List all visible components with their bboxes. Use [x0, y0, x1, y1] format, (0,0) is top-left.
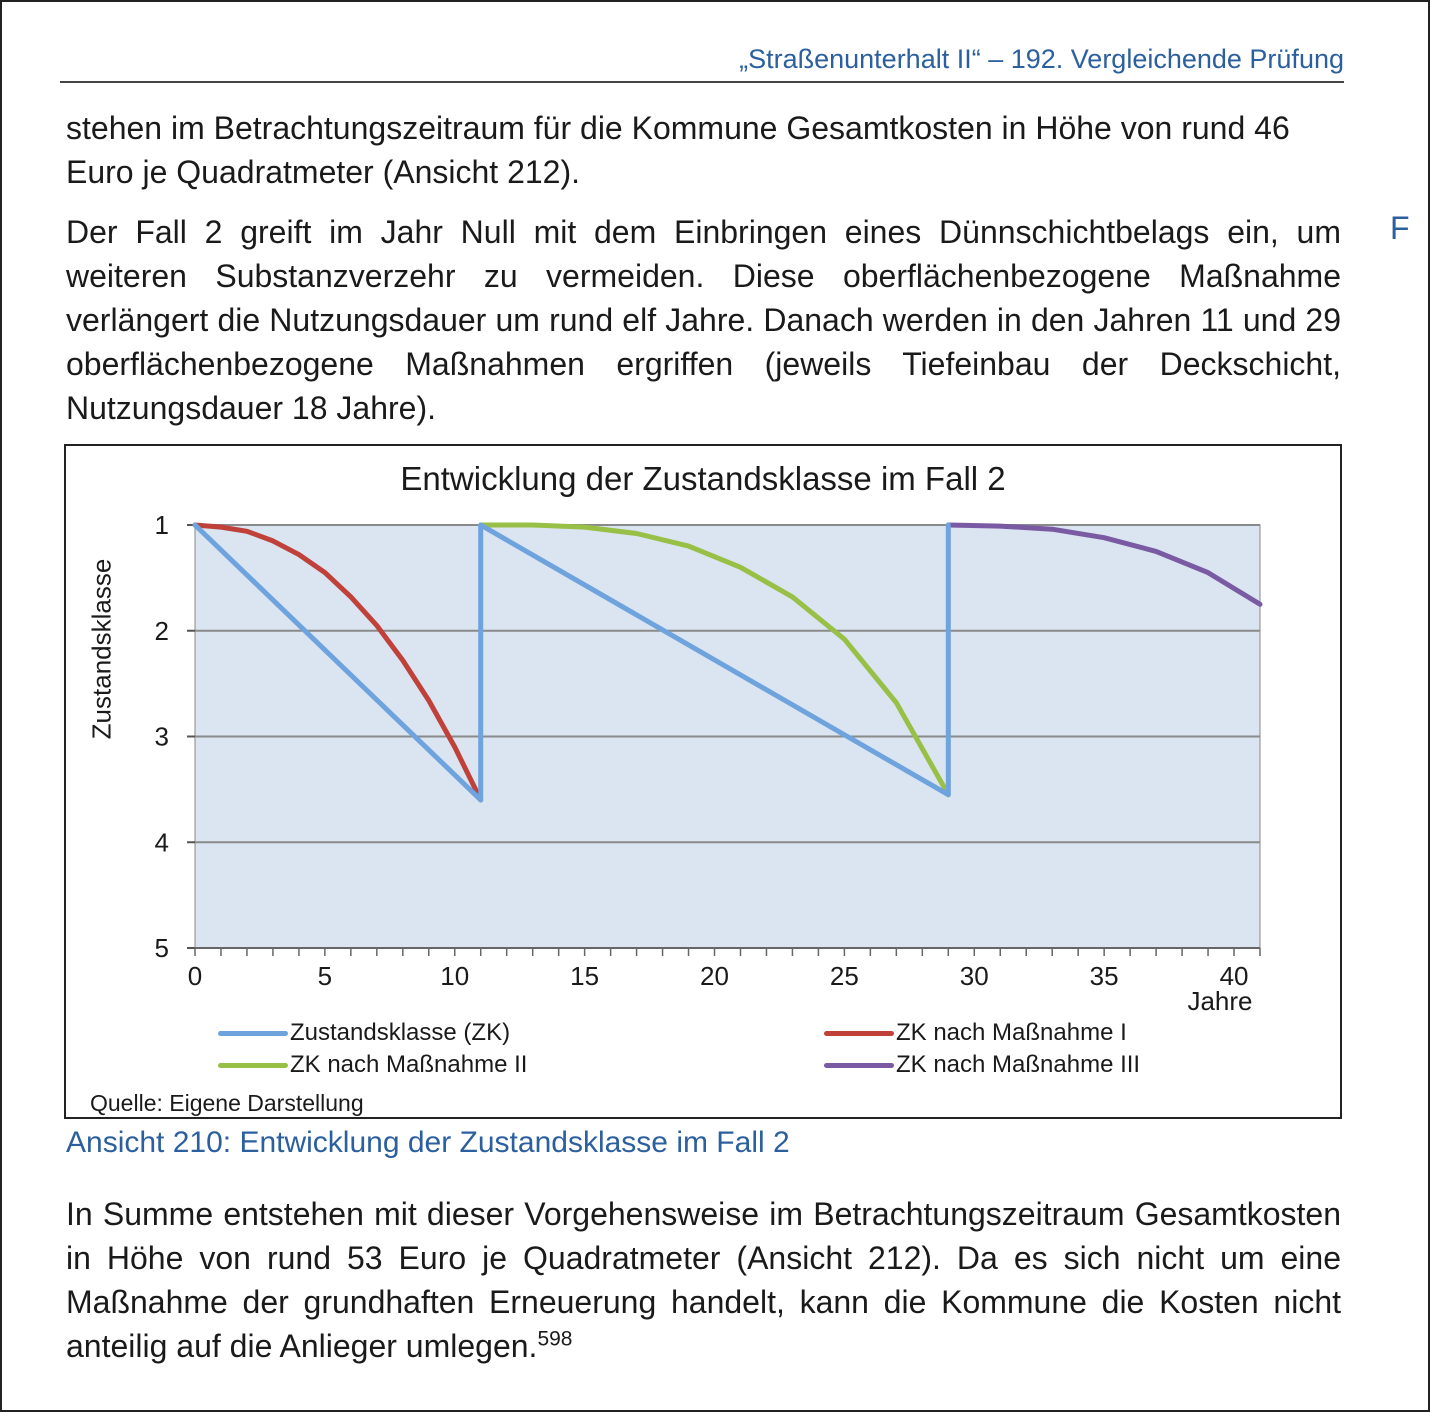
y-tick-label: 4 [154, 827, 169, 858]
x-tick-label: 40 [1219, 961, 1249, 991]
x-tick-label: 30 [959, 961, 989, 991]
x-tick-label: 0 [187, 961, 203, 991]
legend-swatch [824, 1063, 894, 1068]
y-tick-label: 2 [154, 615, 169, 646]
x-tick-label: 35 [1089, 961, 1119, 991]
margin-marker: F [1390, 210, 1410, 246]
chart-source: Quelle: Eigene Darstellung [90, 1090, 364, 1116]
legend-label: ZK nach Maßnahme III [896, 1051, 1141, 1078]
legend-label: ZK nach Maßnahme II [290, 1051, 528, 1078]
x-tick-label: 20 [700, 961, 729, 991]
figure-caption: Ansicht 210: Entwicklung der Zustandsklasse im Fall 2 [66, 1126, 790, 1159]
y-tick-label: 5 [154, 933, 169, 963]
y-axis-label: Zustandsklasse [86, 558, 117, 740]
x-tick-label: 10 [440, 961, 470, 991]
chart-plot [66, 446, 1340, 1117]
legend-item-massnahme-1 [824, 1019, 1127, 1047]
legend-label: ZK nach Maßnahme I [896, 1019, 1127, 1046]
paragraph-2: Der Fall 2 greift im Jahr Null mit dem Einbringen eines Dünnschichtbelags ein, um weiteren Substanzverzehr zu vermeiden. Diese oberflächenbezogene Maßnahme verlängert die Nutzungsdauer um rund elf Jahre. Danach werden in den Jahren 11 und 29 oberflächenbezogene Maßnahmen ergriffen (jeweils Tiefeinbau der Deckschicht, Nutzungsdauer 18 Jahre). [66, 214, 1341, 426]
paragraph-3 [66, 1192, 1341, 1368]
footnote-reference: 598 [537, 1327, 573, 1351]
y-tick-label: 3 [154, 721, 169, 752]
legend-swatch [218, 1031, 288, 1036]
y-tick-label: 1 [154, 510, 169, 540]
paragraph-1: stehen im Betrachtungszeitraum für die Kommune Gesamtkosten in Höhe von rund 46 Euro je Quadratmeter (Ansicht 212). [66, 110, 1290, 190]
x-tick-label: 25 [829, 961, 859, 991]
legend-item-zk [218, 1019, 510, 1047]
page-header: „Straßenunterhalt II“ – 192. Vergleichende Prüfung [60, 44, 1344, 83]
x-tick-label: 15 [570, 961, 600, 991]
chart-container [64, 444, 1342, 1119]
legend-swatch [824, 1031, 894, 1036]
legend-swatch [218, 1063, 288, 1068]
legend-label: Zustandsklasse (ZK) [290, 1019, 511, 1046]
x-axis-label: Jahre [1187, 986, 1253, 1016]
chart-title: Entwicklung der Zustandsklasse im Fall 2 [400, 460, 1006, 497]
paragraph-3-text: In Summe entstehen mit dieser Vorgehensweise im Betrachtungszeitraum Gesamtkosten in Höhe von rund 53 Euro je Quadratmeter (Ansicht 212). Da es sich nicht um eine Maßnahme der grundhaften Erneuerung handelt, kann die Kommune die Kosten nicht anteilig auf die Anlieger umlegen. [66, 1196, 1341, 1364]
legend-item-massnahme-2 [218, 1051, 527, 1079]
legend-item-massnahme-3 [824, 1051, 1140, 1079]
x-tick-label: 5 [317, 961, 333, 991]
